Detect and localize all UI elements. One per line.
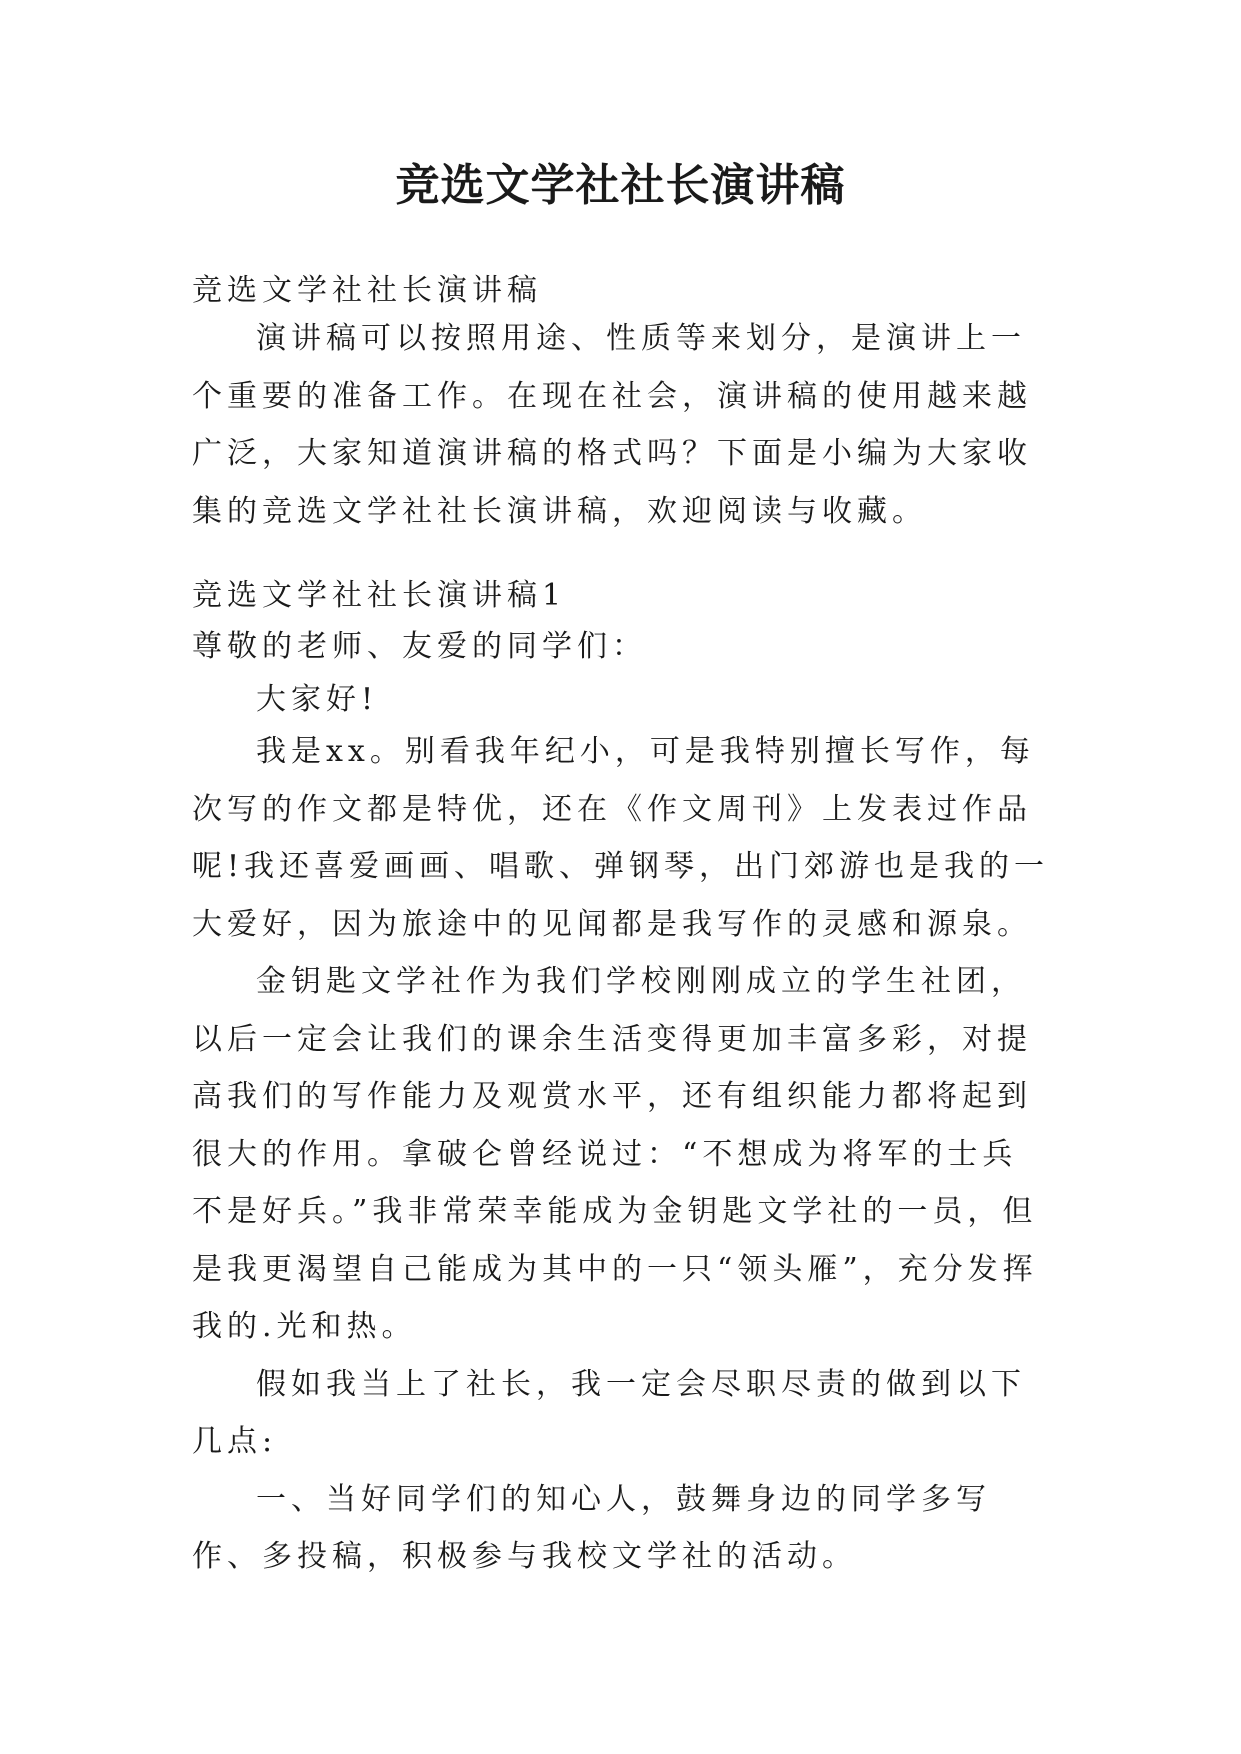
body-paragraph-4: 一、当好同学们的知心人，鼓舞身边的同学多写作、多投稿，积极参与我校文学社的活动。 [192,1481,991,1574]
intro-paragraph: 演讲稿可以按照用途、性质等来划分，是演讲上一个重要的准备工作。在现在社会，演讲稿的使用越来越广泛，大家知道演讲稿的格式吗？下面是小编为大家收集的竞选文学社社长演讲稿，欢迎阅读与收藏。 [192,321,1032,529]
page-title: 竞选文学社社长演讲稿 [395,160,846,211]
body-paragraph-3: 假如我当上了社长，我一定会尽职尽责的做到以下几点: [192,1366,1026,1459]
section-heading: 竞选文学社社长演讲稿1 [192,578,567,613]
subtitle: 竞选文学社社长演讲稿 [192,273,542,308]
salutation: 尊敬的老师、友爱的同学们： [192,629,647,664]
greeting: 大家好! [256,682,379,717]
body-paragraph-2: 金钥匙文学社作为我们学校刚刚成立的学生社团，以后一定会让我们的课余生活变得更加丰富多彩，对提高我们的写作能力及观赏水平，还有组织能力都将起到很大的作用。拿破仑曾经说过：“不想成为将军的士兵不是好兵。”我非常荣幸能成为金钥匙文学社的一员，但是我更渴望自己能成为其中的一只“领头雁”，充分发挥我的.光和热。 [192,964,1038,1344]
body-text [192,723,1052,1586]
body-paragraph-1: 我是xx。别看我年纪小，可是我特别擅长写作，每次写的作文都是特优，还在《作文周刊》上发表过作品呢!我还喜爱画画、唱歌、弹钢琴，出门郊游也是我的一大爱好，因为旅途中的见闻都是我写作的灵感和源泉。 [192,734,1050,942]
